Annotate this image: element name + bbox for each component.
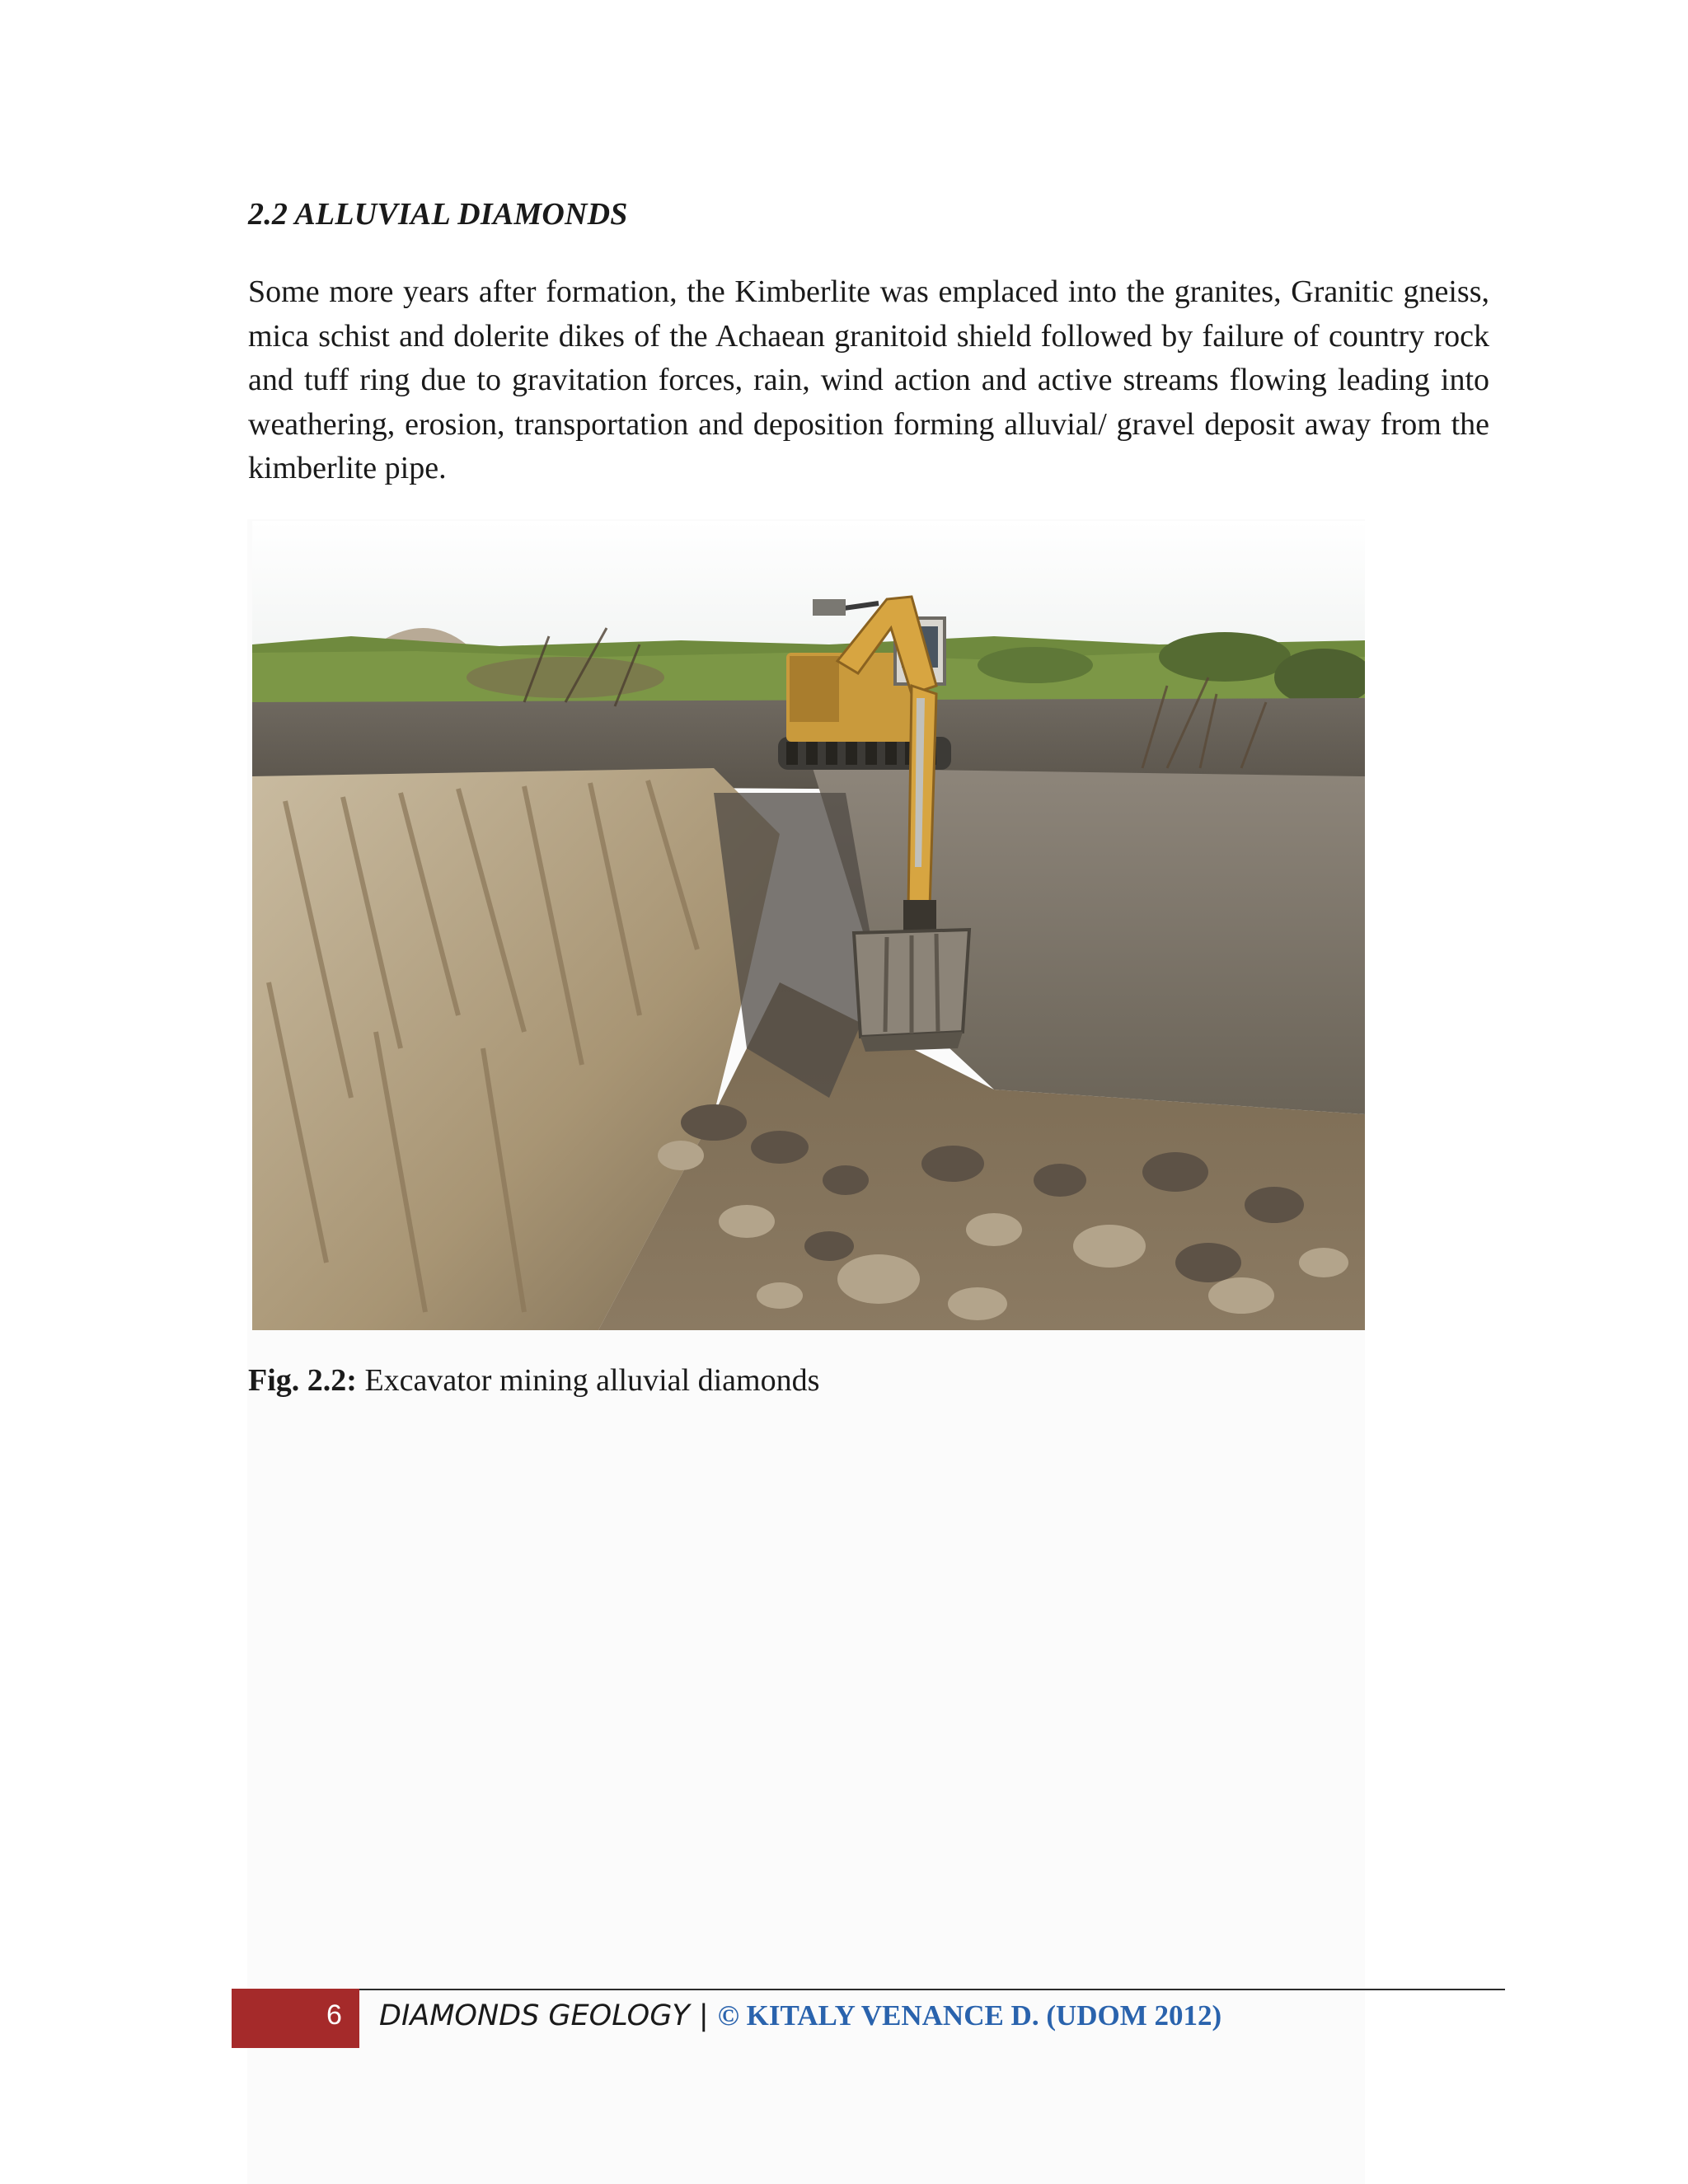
figure-caption [248,1362,819,1399]
body-paragraph: Some more years after formation, the Kimberlite was emplaced into the granites, Granitic gneiss, mica schist and dolerite dikes of the Achaean granitoid shield followed by failure of country rock and tuff ring due to gravitation forces, rain, wind action and active streams flowing leading into weathering, erosion, transportation and deposition forming alluvial/ gravel deposit away from the kimberlite pipe. [248,274,1489,485]
footer-separator: | [689,1999,718,2032]
figure-caption-label: Fig. 2.2: [248,1363,357,1398]
excavator-photo [252,521,1365,1330]
section-heading: 2.2 ALLUVIAL DIAMONDS [248,197,628,232]
figure-caption-text: Excavator mining alluvial diamonds [356,1363,820,1398]
footer-rule [359,1989,1505,1990]
footer-credit: © KITALY VENANCE D. (UDOM 2012) [717,1999,1222,2032]
footer-title: DIAMONDS GEOLOGY [379,1999,690,2032]
footer-text [379,1999,1221,2032]
page-number: 6 [326,1999,342,2031]
